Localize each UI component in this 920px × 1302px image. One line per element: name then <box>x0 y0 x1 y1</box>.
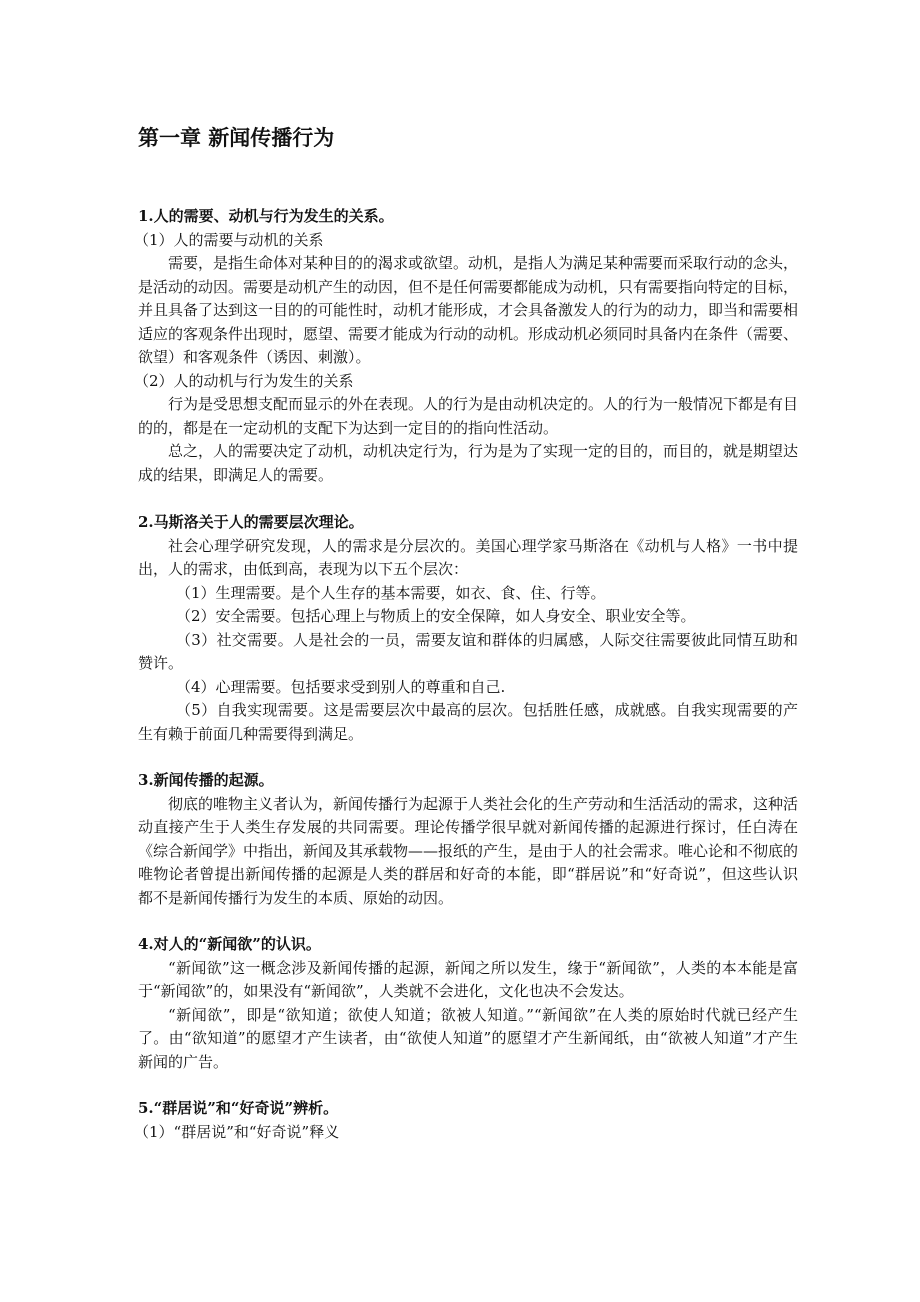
list-item: （1）生理需要。是个人生存的基本需要，如衣、食、住、行等。 <box>176 583 606 602</box>
section-spacer <box>138 487 798 511</box>
list-item: （5）自我实现需要。这是需要层次中最高的层次。包括胜任感，成就感。自我实现需要的产生有赖于前面几种需要得到满足。 <box>138 701 798 743</box>
section-spacer <box>138 1074 798 1097</box>
section-heading: 1.人的需要、动机与行为发生的关系。 <box>138 207 394 225</box>
paragraph: 总之，人的需要决定了动机，动机决定行为，行为是为了实现一定的目的，而目的，就是期望达成的结果，即满足人的需要。 <box>138 442 799 484</box>
list-item: （2）安全需要。包括心理上与物质上的安全保障，如人身安全、职业安全等。 <box>176 607 696 625</box>
list-item: （4）心理需要。包括要求受到别人的尊重和自己. <box>176 677 506 696</box>
section-5 <box>134 1097 798 1144</box>
paragraph: “新闻欲”，即是“欲知道；欲使人知道；欲被人知道。”“新闻欲”在人类的原始时代就已经产生了。由“欲知道”的愿望才产生读者，由“欲使人知道”的愿望才产生新闻纸，由“欲被人知道”才产生新闻的广告。 <box>138 1005 798 1071</box>
list-item: （3）社交需要。人是社会的一员，需要友谊和群体的归属感，人际交往需要彼此同情互助和赞许。 <box>138 630 798 672</box>
section-heading: 3.新闻传播的起源。 <box>138 771 274 789</box>
subheading: （1）“群居说”和“好奇说”释义 <box>134 1122 340 1141</box>
paragraph: “新闻欲”这一概念涉及新闻传播的起源，新闻之所以发生，缘于“新闻欲”，人类的本本能是富于“新闻欲”的，如果没有“新闻欲”，人类就不会进化，文化也决不会发达。 <box>138 958 798 1000</box>
section-heading: 4.对人的“新闻欲”的认识。 <box>138 935 321 953</box>
paragraph: 需要，是指生命体对某种目的的渴求或欲望。动机，是指人为满足某种需要而采取行动的念头，是活动的动因。需要是动机产生的动因，但不是任何需要都能成为动机，只有需要指向特定的目标，并且具备了达到这一目的的可能性时，动机才能形成，才会具备激发人的行为的动力，即当和需要相适应的客观条件出现时，愿望、需要才能成为行动的动机。形成动机必须同时具备内在条件（需要、欲望）和客观条件（诱因、刺激）。 <box>138 254 799 366</box>
section-spacer <box>138 746 798 769</box>
paragraph: 行为是受思想支配而显示的外在表现。人的行为是由动机决定的。人的行为一般情况下都是有目的的，都是在一定动机的支配下为达到一定目的的指向性活动。 <box>138 395 799 437</box>
subheading: （1）人的需要与动机的关系 <box>134 230 324 249</box>
paragraph: 彻底的唯物主义者认为，新闻传播行为起源于人类社会化的生产劳动和生活活动的需求，这种活动直接产生于人类生存发展的共同需要。理论传播学很早就对新闻传播的起源进行探讨，任白涛在《综合新闻学》中指出，新闻及其承载物——报纸的产生，是由于人的社会需求。唯心论和不彻底的唯物论者曾提出新闻传播的起源是人类的群居和好奇的本能，即“群居说”和“好奇说”，但这些认识都不是新闻传播行为发生的本质、原始的动因。 <box>138 794 799 907</box>
document-body <box>134 205 799 1144</box>
chapter-title: 第一章 新闻传播行为 <box>138 125 335 150</box>
section-2 <box>138 511 798 746</box>
section-3 <box>138 769 798 910</box>
section-1 <box>134 205 799 487</box>
section-heading: 2.马斯洛关于人的需要层次理论。 <box>138 513 364 531</box>
section-4 <box>138 933 798 1074</box>
paragraph: 社会心理学研究发现，人的需求是分层次的。美国心理学家马斯洛在《动机与人格》一书中提出，人的需求，由低到高，表现为以下五个层次： <box>138 536 798 578</box>
section-spacer <box>138 910 798 933</box>
section-heading: 5.“群居说”和“好奇说”辨析。 <box>138 1099 339 1117</box>
subheading: （2）人的动机与行为发生的关系 <box>134 371 354 390</box>
